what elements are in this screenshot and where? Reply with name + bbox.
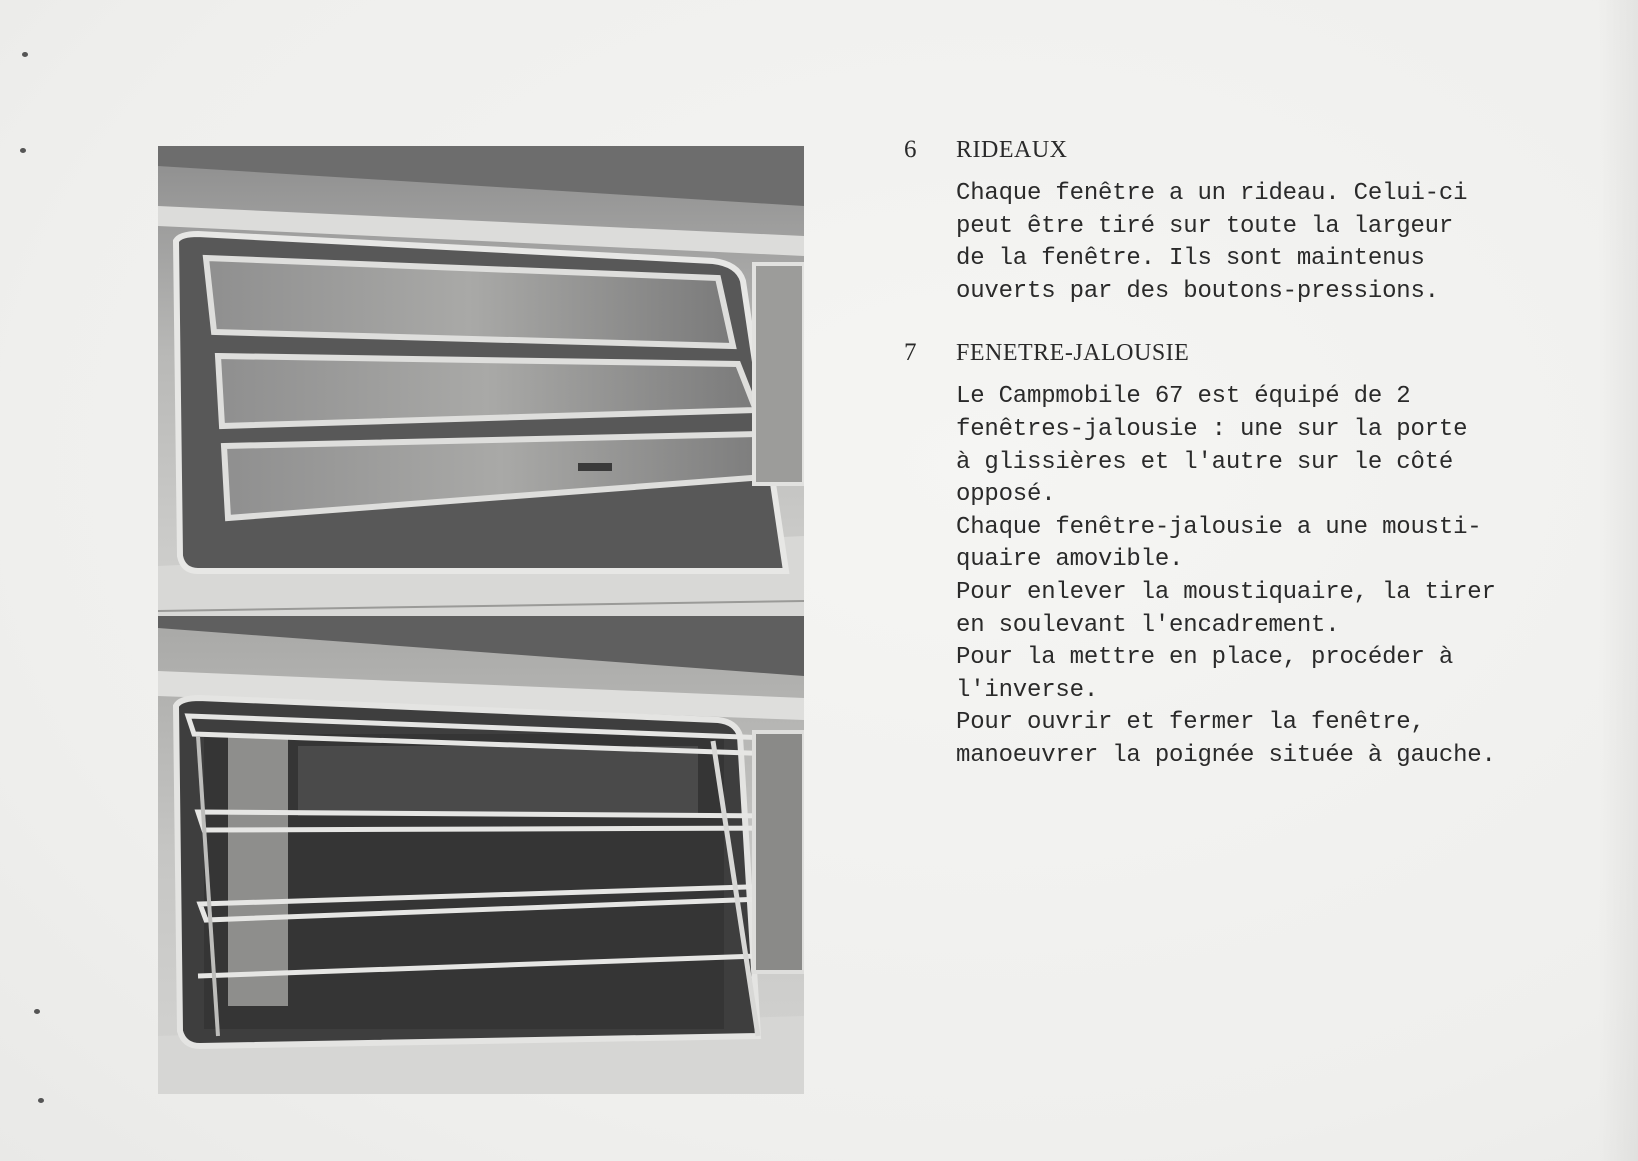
body-line: Pour enlever la moustiquaire, la tirer [956,578,1496,606]
jalousie-window-photo [158,146,804,1094]
page-edge-shadow [1598,0,1638,1161]
section-title: RIDEAUX [956,137,1068,163]
open-window-photo [158,616,804,1094]
section-number: 7 [904,339,917,367]
body-line: Chaque fenêtre-jalousie a une mousti- [956,513,1482,541]
closed-window-photo [158,146,804,616]
body-line: Chaque fenêtre a un rideau. Celui-ci [956,180,1468,207]
punch-mark [38,1098,44,1103]
body-line: l'inverse. [956,676,1099,704]
body-line: peut être tiré sur toute la largeur [956,212,1454,240]
section-heading [904,134,1584,166]
punch-mark [34,1009,40,1014]
section-rideaux [904,134,1584,308]
section-body [956,178,1584,308]
body-line: Pour ouvrir et fermer la fenêtre, [956,709,1425,737]
body-line: opposé. [956,481,1056,509]
body-line: à glissières et l'autre sur le côté [956,448,1454,476]
instructions-text [904,134,1584,773]
section-fenetre-jalousie [904,337,1584,772]
body-line: Le Campmobile 67 est équipé de 2 [956,383,1411,411]
punch-mark [22,52,28,57]
section-heading [904,337,1584,369]
body-line: manoeuvrer la poignée située à gauche. [956,741,1496,769]
punch-mark [20,148,26,153]
body-line: de la fenêtre. Ils sont maintenus [956,245,1425,273]
body-line: quaire amovible. [956,546,1184,574]
body-line: en soulevant l'encadrement. [956,611,1340,639]
body-line: ouverts par des boutons-pressions. [956,277,1439,305]
body-line: Pour la mettre en place, procéder à [956,644,1454,672]
section-title: FENETRE-JALOUSIE [956,340,1190,367]
section-number: 6 [904,136,917,163]
section-body [956,381,1584,772]
body-line: fenêtres-jalousie : une sur la porte [956,415,1468,443]
